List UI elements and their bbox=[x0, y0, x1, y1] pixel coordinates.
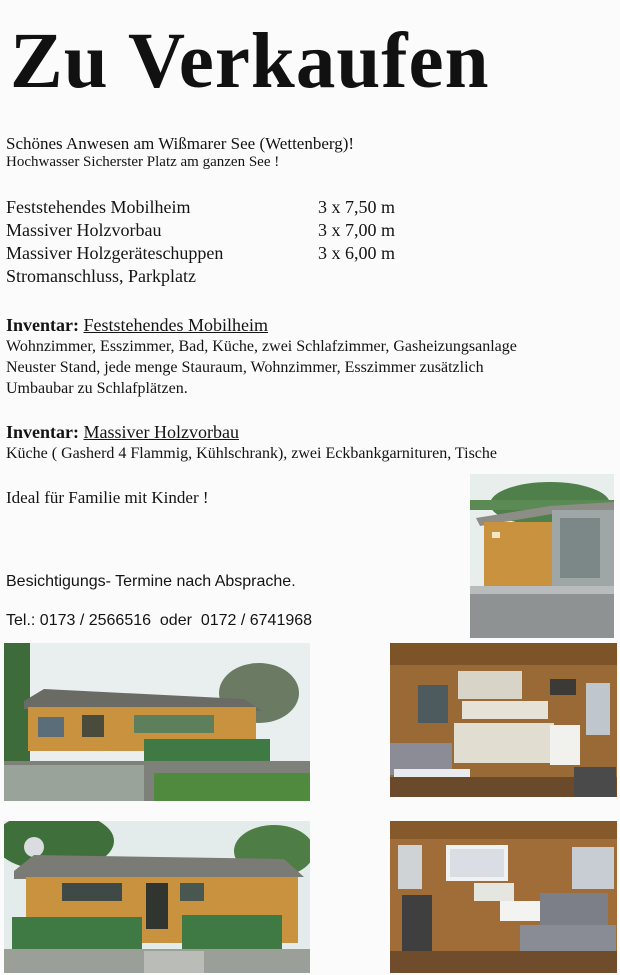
photo-house-side-icon bbox=[4, 821, 310, 973]
feature-name: Feststehendes Mobilheim bbox=[6, 197, 191, 217]
inventar1-line: Wohnzimmer, Esszimmer, Bad, Küche, zwei Schlafzimmer, Gasheizungsanlage bbox=[6, 338, 517, 355]
feature-list bbox=[6, 196, 426, 288]
ideal-text: Ideal für Familie mit Kinder ! bbox=[6, 488, 209, 507]
subheadline: Hochwasser Sicherster Platz am ganzen See ! bbox=[6, 154, 280, 170]
inventar2-text bbox=[6, 443, 497, 464]
shed-photo bbox=[470, 474, 614, 638]
photo-shed-icon bbox=[470, 474, 614, 638]
inventar1-heading bbox=[6, 314, 268, 337]
inventar2-label: Inventar: bbox=[6, 422, 79, 442]
page-title: Zu Verkaufen bbox=[10, 18, 490, 105]
feature-name: Massiver Holzgeräteschuppen bbox=[6, 243, 224, 263]
phone-text: Tel.: 0173 / 2566516 oder 0172 / 6741968 bbox=[6, 612, 313, 629]
feature-name: Stromanschluss, Parkplatz bbox=[6, 266, 196, 286]
inventar1-title: Feststehendes Mobilheim bbox=[83, 315, 268, 335]
inventar2-line: Küche ( Gasherd 4 Flammig, Kühlschrank), zwei Eckbankgarnituren, Tische bbox=[6, 445, 497, 462]
feature-size: 3 x 7,00 m bbox=[318, 220, 396, 240]
feature-row bbox=[6, 242, 426, 265]
photo-dining-room-icon bbox=[390, 821, 617, 973]
kitchen-photo bbox=[390, 643, 617, 797]
feature-name: Massiver Holzvorbau bbox=[6, 220, 162, 240]
inventar2-heading bbox=[6, 421, 239, 444]
house-side-photo bbox=[4, 821, 310, 973]
inventar1-line: Umbaubar zu Schlafplätzen. bbox=[6, 380, 188, 397]
inventar1-text bbox=[6, 336, 517, 399]
feature-size: 3 x 6,00 m bbox=[318, 243, 396, 263]
inventar1-label: Inventar: bbox=[6, 315, 79, 335]
inventar2-title: Massiver Holzvorbau bbox=[83, 422, 239, 442]
inventar1-line: Neuster Stand, jede menge Stauraum, Wohnzimmer, Esszimmer zusätzlich bbox=[6, 359, 484, 376]
house-front-photo bbox=[4, 643, 310, 801]
viewing-text: Besichtigungs- Termine nach Absprache. bbox=[6, 573, 296, 590]
feature-row bbox=[6, 196, 426, 219]
headline: Schönes Anwesen am Wißmarer See (Wettenberg)! bbox=[6, 134, 355, 153]
feature-size: 3 x 7,50 m bbox=[318, 197, 396, 217]
dining-room-photo bbox=[390, 821, 617, 973]
photo-house-front-icon bbox=[4, 643, 310, 801]
photo-kitchen-icon bbox=[390, 643, 617, 797]
feature-row bbox=[6, 265, 426, 288]
feature-row bbox=[6, 219, 426, 242]
